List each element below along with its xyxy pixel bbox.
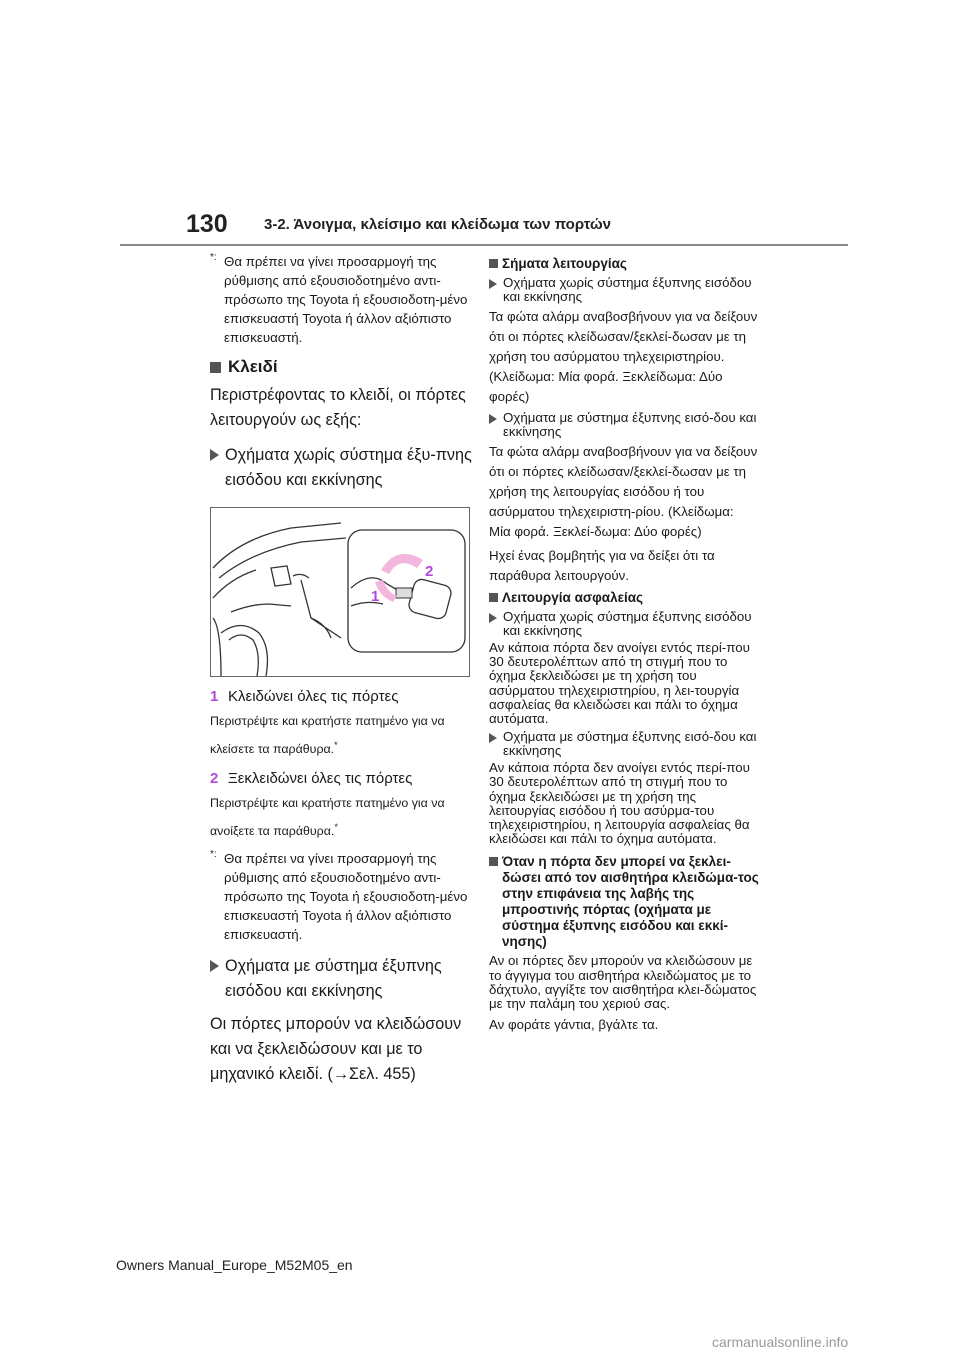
footer-manual-name: Owners Manual_Europe_M52M05_en bbox=[116, 1257, 353, 1273]
item-2 bbox=[210, 769, 472, 789]
triangle-bullet-icon bbox=[489, 733, 497, 743]
page-number: 130 bbox=[186, 210, 228, 238]
key-turn-illustration bbox=[210, 507, 470, 677]
sig-smart-body: Τα φώτα αλάρμ αναβοσβήνουν για να δείξουν ότι οι πόρτες κλείδωσαν/ξεκλεί-δωσαν με τη χρήση της λειτουργίας εισόδου ή του ασύρματου τηλεχειριστη-ρίου. (Κλείδωμα: Μία φορά. Ξεκλεί-δωμα: Δύο φορές) bbox=[489, 444, 758, 539]
triangle-bullet-icon bbox=[489, 613, 497, 623]
key-intro: Περιστρέφοντας το κλειδί, οι πόρτες λειτουργούν ως εξής: bbox=[210, 386, 466, 429]
smart-heading bbox=[210, 954, 472, 1004]
sensor-text: Αν οι πόρτες δεν μπορούν να κλειδώσουν με το άγγιγμα του αισθητήρα κλειδώματος με το δάχτυλο, αγγίξτε τον αισθητήρα κλει-δώματος με την παλάμη του χεριού σας. bbox=[489, 953, 757, 1012]
sensor-heading bbox=[489, 854, 759, 950]
item-2-desc bbox=[210, 791, 472, 843]
square-bullet-icon bbox=[489, 593, 498, 602]
triangle-bullet-icon bbox=[489, 414, 497, 424]
watermark: carmanualsonline.info bbox=[712, 1334, 849, 1350]
signals-heading bbox=[489, 256, 759, 272]
header-divider bbox=[120, 244, 848, 246]
item-1-number: 1 bbox=[210, 688, 219, 705]
figure-label-2: 2 bbox=[425, 563, 434, 580]
footnote-1 bbox=[210, 252, 472, 347]
signals-heading-text: Σήματα λειτουργίας bbox=[502, 256, 627, 271]
safety-no-smart-body: Αν κάποια πόρτα δεν ανοίγει εντός περί-που 30 δευτερολέπτων από τη στιγμή που το όχημα ξεκλειδώσει με τη χρήση του ασύρματου τηλεχειριστηρίου, η λει-τουργία ασφαλείας θα κλειδώσει και πάλι το όχημα αυτόματα. bbox=[489, 640, 750, 727]
safety-heading-text: Λειτουργία ασφαλείας bbox=[502, 590, 644, 605]
sig-smart-text: Οχήματα με σύστημα έξυπνης εισό-δου και εκκίνησης bbox=[503, 410, 757, 439]
square-bullet-icon bbox=[210, 362, 221, 373]
sensor-heading-text: Όταν η πόρτα δεν μπορεί να ξεκλει-δώσει από τον αισθητήρα κλειδώμα-τος στην επιφάνεια της λαβής της μπροστινής πόρτας (οχήματα με σύστημα έξυπνης εισόδου και εκκί-νησης) bbox=[502, 854, 759, 950]
no-smart-heading-text: Οχήματα χωρίς σύστημα έξυ-πνης εισόδου και εκκίνησης bbox=[225, 446, 472, 489]
footnote-1-text: Θα πρέπει να γίνει προσαρμογή της ρύθμισης από εξουσιοδοτημένο αντι-πρόσωπο της Toyota ή εξουσιοδοτη-μένο επισκευαστή Toyota ή άλλον αξιόπιστο επισκευαστή. bbox=[224, 254, 468, 345]
item-1 bbox=[210, 687, 472, 707]
sig-no-smart bbox=[489, 276, 759, 304]
triangle-bullet-icon bbox=[210, 960, 219, 972]
smart-heading-text: Οχήματα με σύστημα έξυπνης εισόδου και εκκίνησης bbox=[225, 957, 442, 1001]
right-column bbox=[489, 252, 759, 1039]
key-heading-text: Κλειδί bbox=[228, 357, 278, 376]
item-2-label: Ξεκλειδώνει όλες τις πόρτες bbox=[228, 770, 413, 788]
item-2-desc-text: Περιστρέψτε και κρατήστε πατημένο για να ανοίξετε τα παράθυρα. bbox=[210, 796, 445, 839]
figure-label-1: 1 bbox=[371, 588, 380, 605]
footnote-2 bbox=[210, 849, 472, 944]
square-bullet-icon bbox=[489, 259, 498, 268]
gloves-text: Αν φοράτε γάντια, βγάλτε τα. bbox=[489, 1017, 659, 1033]
no-smart-heading bbox=[210, 443, 472, 493]
buzzer-text: Ηχεί ένας βομβητής για να δείξει ότι τα παράθυρα λειτουργούν. bbox=[489, 548, 715, 583]
safety-smart-body: Αν κάποια πόρτα δεν ανοίγει εντός περί-που 30 δευτερολέπτων από τη στιγμή που το όχημα ξεκλειδώσει με τη χρήση της λειτουργίας εισόδου ή του ασύρμα-του τηλεχειριστηρίου, η λειτουργία ασφαλείας θα κλειδώσει και πάλι το όχημα αυτόματα. bbox=[489, 760, 750, 847]
triangle-bullet-icon bbox=[210, 449, 219, 461]
item-2-star: * bbox=[334, 822, 338, 833]
sig-smart bbox=[489, 411, 759, 439]
safety-smart-text: Οχήματα με σύστημα έξυπνης εισό-δου και εκκίνησης bbox=[503, 729, 757, 759]
car-door-key-icon bbox=[211, 508, 469, 676]
item-1-star: * bbox=[334, 740, 338, 750]
left-column bbox=[210, 252, 472, 1097]
footnote-2-text: Θα πρέπει να γίνει προσαρμογή της ρύθμισης από εξουσιοδοτημένο αντι-πρόσωπο της Toyota ή εξουσιοδοτη-μένο επισκευαστή Toyota ή άλλον αξιόπιστο επισκευαστή. bbox=[224, 851, 468, 943]
square-bullet-icon bbox=[489, 857, 498, 866]
key-heading bbox=[210, 357, 472, 377]
item-2-number: 2 bbox=[210, 770, 219, 788]
smart-text: Οι πόρτες μπορούν να κλειδώσουν και να ξεκλειδώσουν και με το μηχανικό κλειδί. (→Σελ. 455) bbox=[210, 1015, 462, 1084]
safety-no-smart-text: Οχήματα χωρίς σύστημα έξυπνης εισόδου και εκκίνησης bbox=[503, 609, 752, 638]
item-1-desc-text: Περιστρέψτε και κρατήστε πατημένο για να κλείσετε τα παράθυρα. bbox=[210, 714, 445, 757]
safety-no-smart bbox=[489, 610, 759, 638]
sig-no-smart-text: Οχήματα χωρίς σύστημα έξυπνης εισόδου και εκκίνησης bbox=[503, 275, 752, 304]
footnote-2-mark: *: bbox=[210, 849, 217, 861]
footnote-mark: *: bbox=[210, 252, 217, 263]
sig-no-smart-body: Τα φώτα αλάρμ αναβοσβήνουν για να δείξουν ότι οι πόρτες κλείδωσαν/ξεκλεί-δωσαν με τη χρήση του ασύρματου τηλεχειριστηρίου. (Κλείδωμα: Μία φορά. Ξεκλείδωμα: Δύο φορές) bbox=[489, 309, 758, 404]
item-1-desc bbox=[210, 709, 472, 761]
safety-heading bbox=[489, 590, 759, 606]
section-title: 3-2. Άνοιγμα, κλείσιμο και κλείδωμα των πορτών bbox=[264, 216, 611, 233]
triangle-bullet-icon bbox=[489, 279, 497, 289]
item-1-label: Κλειδώνει όλες τις πόρτες bbox=[228, 688, 399, 705]
safety-smart bbox=[489, 730, 759, 758]
